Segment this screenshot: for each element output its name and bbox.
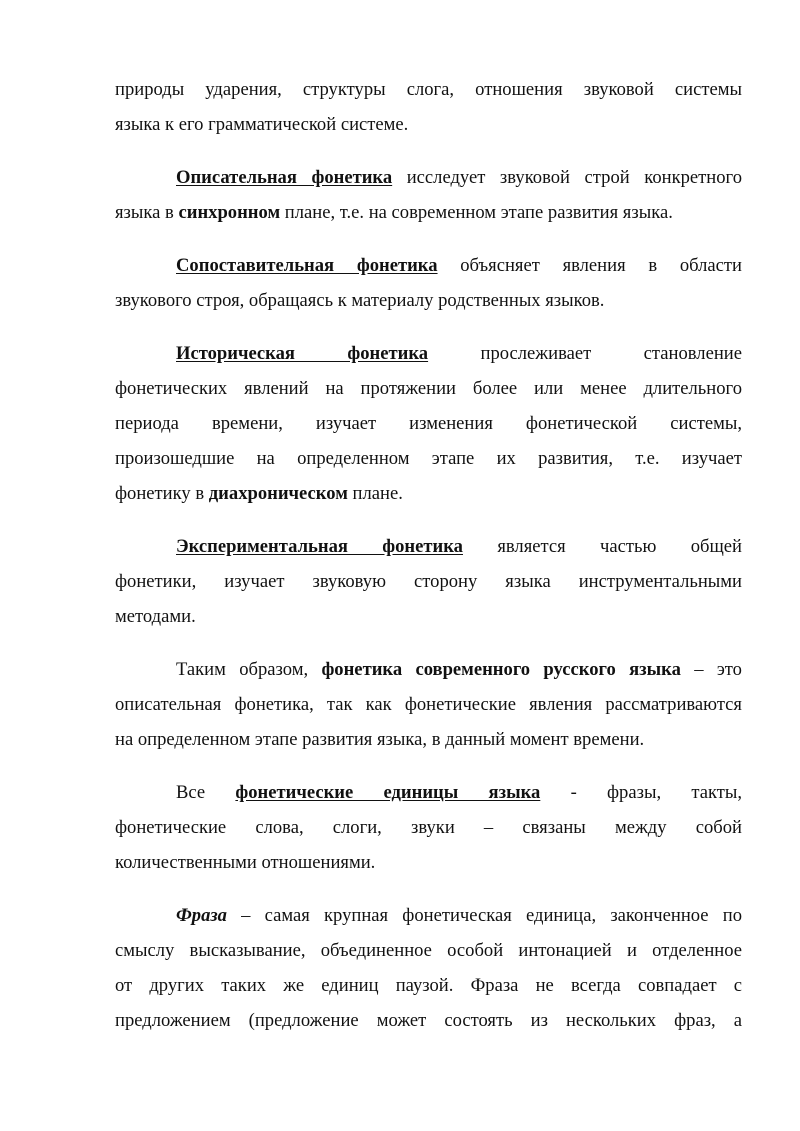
paragraph-phrase [115,898,742,1038]
text-line: звукового строя, обращаясь к материалу родственных языков. [115,290,605,311]
text-line: на определенном этапе развития языка, в данный момент времени. [115,729,645,750]
bold-diachronic: диахроническом [208,483,348,504]
document-page [115,72,742,1056]
paragraph-comparative-phonetics [115,248,742,318]
paragraph-phonetic-units [115,775,742,880]
text-line: методами. [115,606,196,627]
term-experimental-phonetics: Экспериментальная фонетика [176,536,463,557]
term-historical-phonetics: Историческая фонетика [176,343,429,364]
term-phonetic-units: фонетические единицы языка [235,782,541,803]
text-line: предложением (предложение может состоять из нескольких фраз, а [115,1010,742,1031]
text-line: языка в синхронном плане, т.е. на современном этапе развития языка. [115,202,673,223]
term-comparative-phonetics: Сопоставительная фонетика [176,255,438,276]
text-line: фонетику в диахроническом плане. [115,483,403,504]
text-line: Сопоставительная фонетика объясняет явления в области [176,255,742,276]
text-line: Все фонетические единицы языка - фразы, такты, [176,782,742,803]
bold-synchronic: синхронном [178,202,281,223]
bold-modern-russian-phonetics: фонетика современного русского языка [321,659,681,680]
paragraph-intro [115,72,742,142]
text-line: периода времени, изучает изменения фонетической системы, [115,413,742,434]
text-line: Описательная фонетика исследует звуковой строй конкретного [176,167,742,188]
text-line: от других таких же единиц паузой. Фраза не всегда совпадает с [115,975,742,996]
paragraph-descriptive-phonetics [115,160,742,230]
text-line: описательная фонетика, так как фонетические явления рассматриваются [115,694,742,715]
text-line: языка к его грамматической системе. [115,114,409,135]
text-line: Таким образом, фонетика современного русского языка – это [176,659,742,680]
text-line: фонетических явлений на протяжении более или менее длительного [115,378,742,399]
text-line: фонетики, изучает звуковую сторону языка инструментальными [115,571,742,592]
paragraph-historical-phonetics [115,336,742,511]
text-line: природы ударения, структуры слога, отношения звуковой системы [115,79,742,100]
text-line: смыслу высказывание, объединенное особой интонацией и отделенное [115,940,742,961]
paragraph-conclusion [115,652,742,757]
text-line: Экспериментальная фонетика является частью общей [176,536,742,557]
term-descriptive-phonetics: Описательная фонетика [176,167,393,188]
text-line: количественными отношениями. [115,852,376,873]
paragraph-experimental-phonetics [115,529,742,634]
text-line: произошедшие на определенном этапе их развития, т.е. изучает [115,448,742,469]
text-line: фонетические слова, слоги, звуки – связаны между собой [115,817,742,838]
text-line: Историческая фонетика прослеживает становление [176,343,742,364]
term-phrase: Фраза [176,905,227,926]
text-line: Фраза – самая крупная фонетическая единица, законченное по [176,905,742,926]
